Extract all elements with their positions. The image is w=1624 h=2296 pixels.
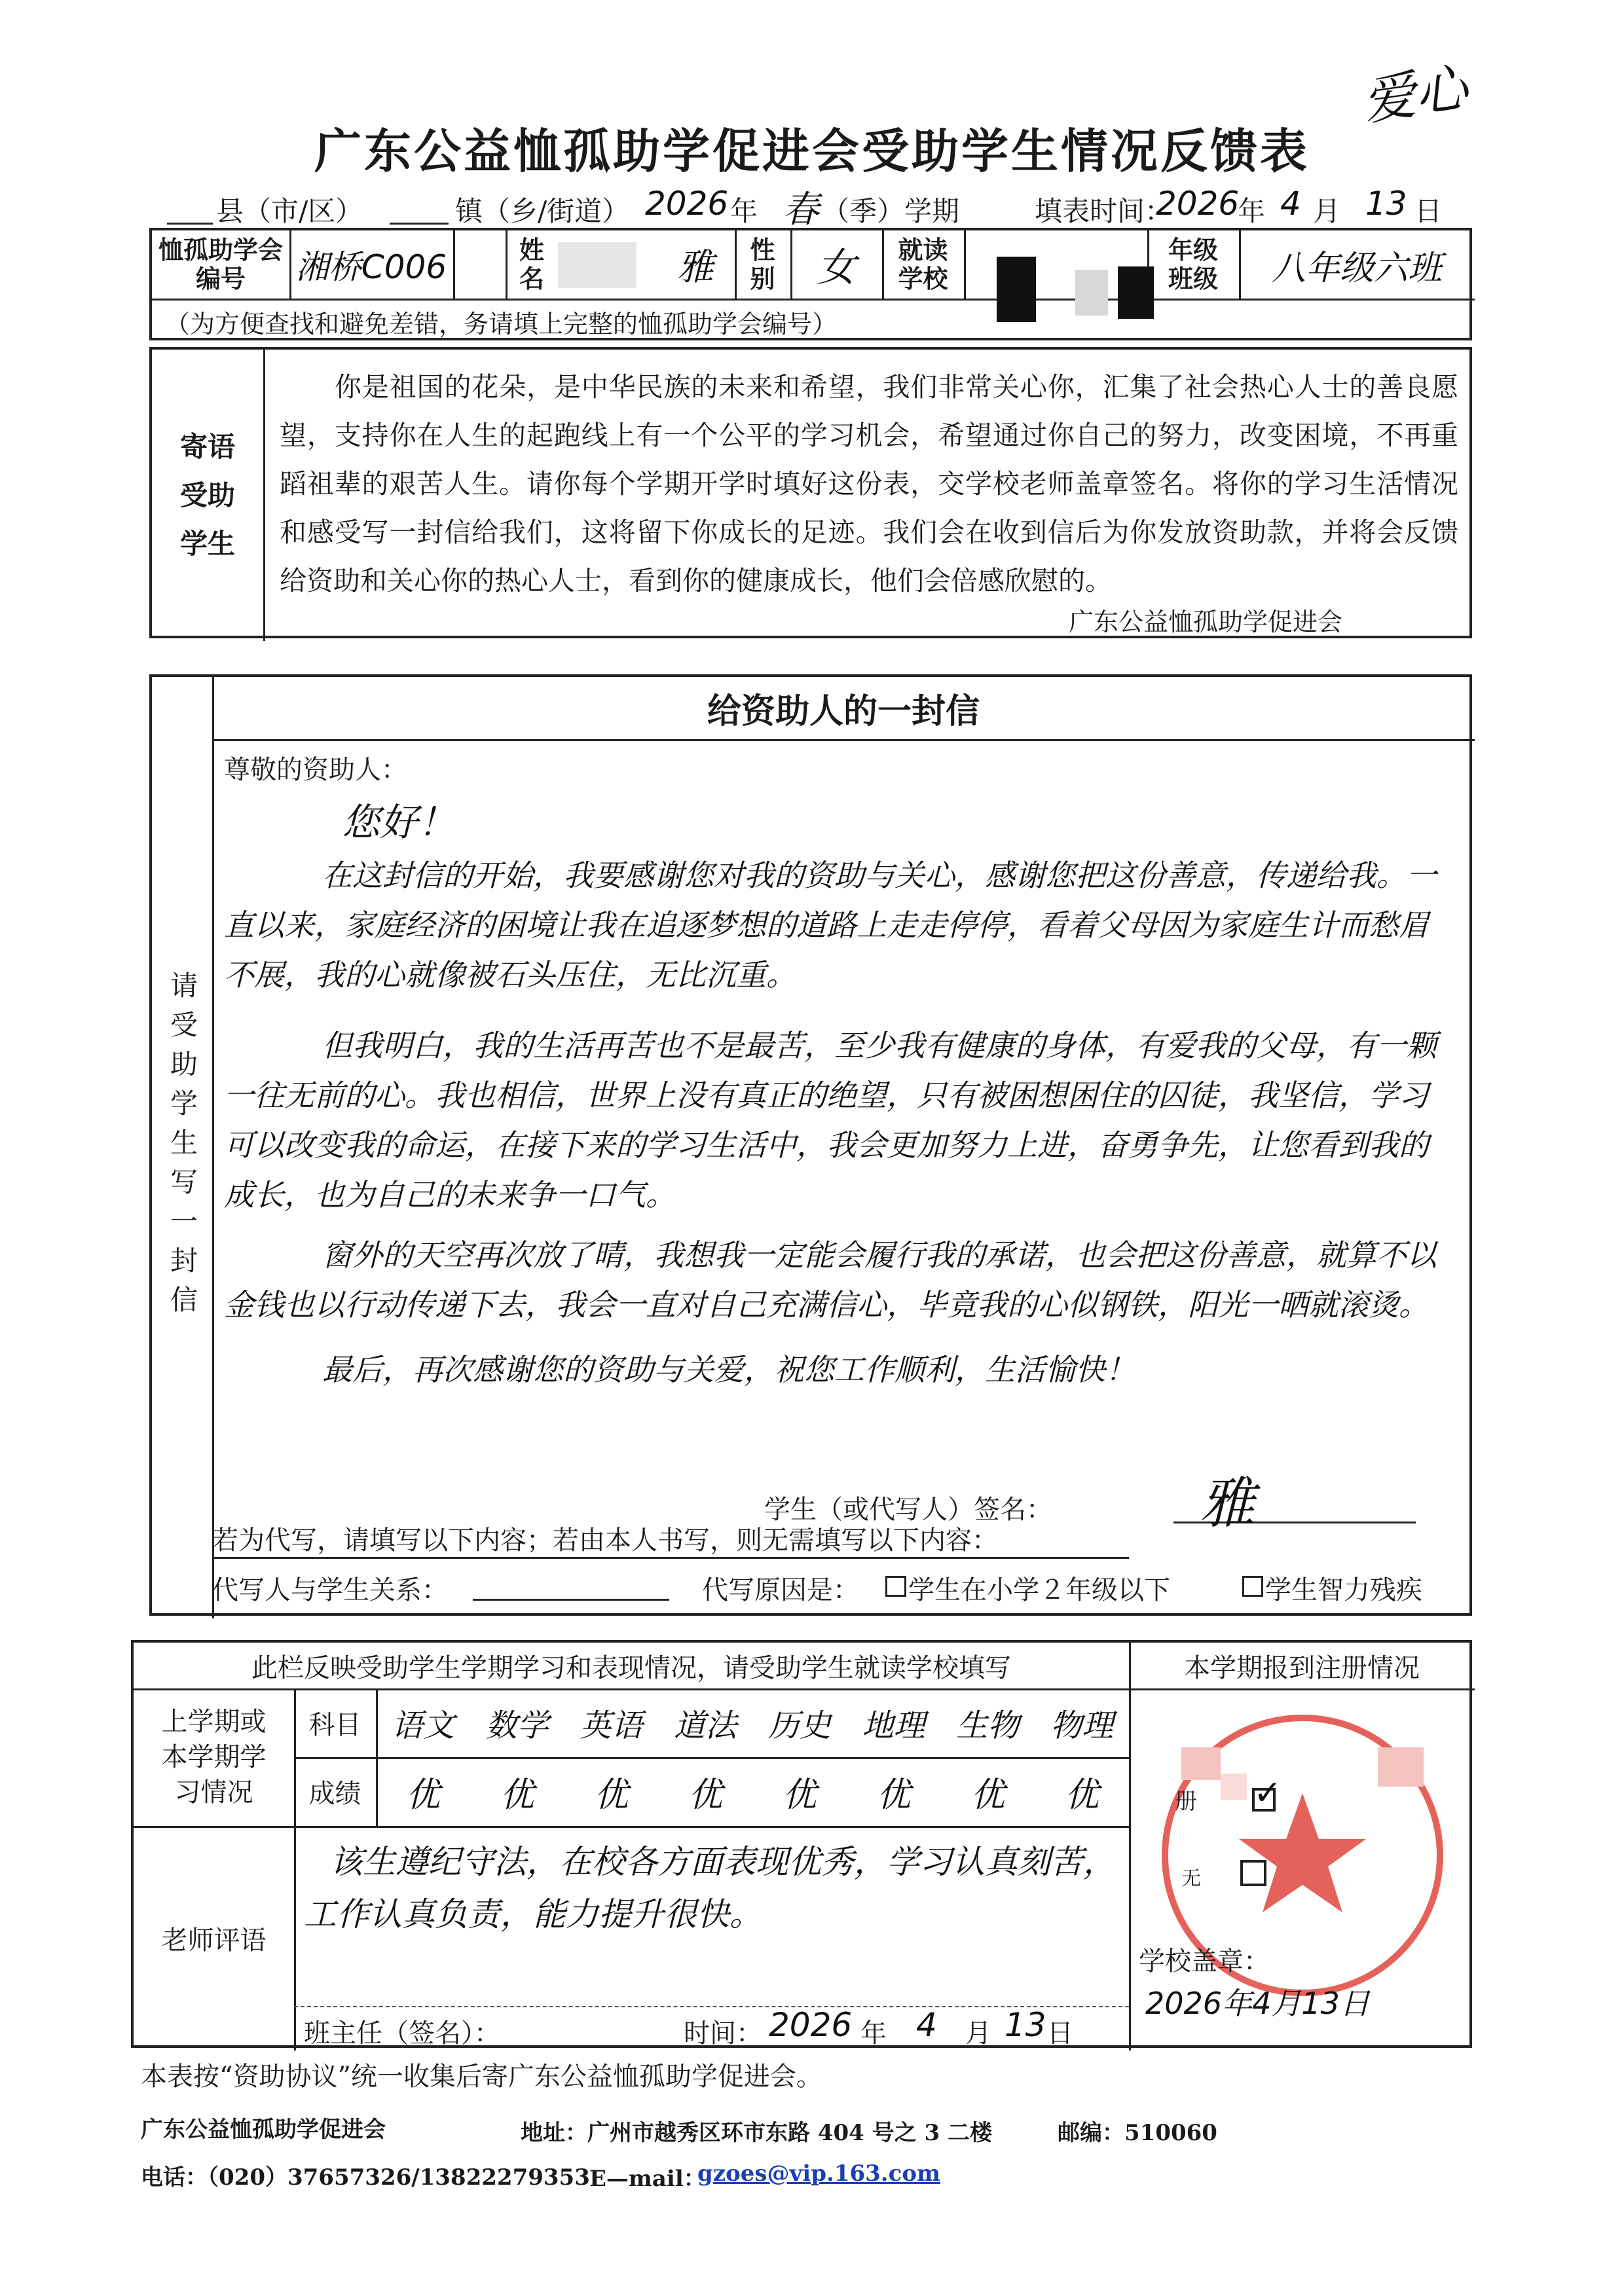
subject-cell[interactable]: 数学	[485, 1707, 549, 1744]
reason-checkbox-1[interactable]	[885, 1576, 906, 1597]
comment-label: 老师评语	[161, 1925, 267, 1956]
corner-note: 爱心	[1359, 57, 1471, 132]
letter-box	[149, 674, 1472, 1616]
gender-label: 性别	[750, 235, 775, 293]
letter-reason-label: 代写原因是：	[702, 1575, 859, 1605]
code-label: 恤孤助学会编号	[158, 235, 283, 293]
message-signature: 广东公益恤孤助学促进会	[1069, 608, 1343, 636]
score-cell[interactable]: 优	[1065, 1776, 1099, 1815]
year-value[interactable]: 2026	[645, 185, 729, 223]
score-label: 成绩	[308, 1779, 361, 1809]
letter-salutation: 尊敬的资助人：	[224, 755, 407, 785]
fill-year-label: 年	[1238, 195, 1266, 227]
message-side-label: 寄语受助学生	[180, 430, 236, 560]
town-line[interactable]	[390, 223, 449, 225]
reg-option-2-label: 无	[1181, 1867, 1201, 1890]
subject-cell[interactable]: 地理	[862, 1707, 925, 1744]
letter-greeting[interactable]: 您好！	[342, 800, 456, 845]
reason-option-2: 学生智力残疾	[1265, 1575, 1422, 1605]
page-title: 广东公益恤孤助学促进会受助学生情况反馈表	[314, 123, 1310, 179]
town-label: 镇（乡/街道）	[455, 195, 630, 227]
code-value[interactable]: 湘桥C006	[295, 248, 447, 286]
year-label: 年	[730, 195, 758, 227]
info-table	[149, 228, 1472, 340]
teacher-sign-label: 班主任（签名）：	[304, 2018, 500, 2049]
reg-check-mark: ✓	[1253, 1774, 1282, 1813]
season-value[interactable]: 春	[783, 189, 819, 231]
footer-email-link[interactable]: gzoes@vip.163.com	[697, 2160, 940, 2187]
reg-option-1-label: 册	[1175, 1789, 1197, 1815]
season-label: （季）学期	[822, 195, 960, 227]
letter-proxy-note: 若为代写，请填写以下内容；若由本人书写，则无需填写以下内容：	[212, 1520, 1129, 1559]
county-line[interactable]	[167, 223, 213, 225]
subject-cell[interactable]: 语文	[391, 1707, 454, 1744]
message-box	[149, 347, 1472, 638]
letter-paragraph-2[interactable]: 但我明白，我的生活再苦也不是最苦，至少我有健康的身体，有爱我的父母，有一颗一往无前的心。我也相信，世界上没有真正的绝望，只有被困想困住的囚徒，我坚信，学习可以改变我的命运，在接下来的学习生活中，我会更加努力上进，奋勇争先，让您看到我的成长，也为自己的未来争一口气。	[224, 1028, 1437, 1212]
time-year[interactable]: 2026	[769, 2006, 853, 2044]
name-label: 姓名	[519, 235, 544, 293]
fill-month[interactable]: 4	[1280, 185, 1301, 223]
time-day-label: 日	[1047, 2018, 1073, 2049]
stamp-label: 学校盖章：	[1139, 1946, 1270, 1977]
school-table	[131, 1640, 1472, 2048]
footer-note: 本表按“资助协议”统一收集后寄广东公益恤孤助学促进会。	[141, 2062, 822, 2092]
score-cell[interactable]: 优	[688, 1776, 723, 1815]
school-redaction-2	[1075, 270, 1108, 316]
grade-value[interactable]: 八年级六班	[1271, 248, 1442, 288]
stamp-date[interactable]: 2026年4月13日	[1145, 1986, 1370, 2021]
fill-date-label: 填表时间：	[1035, 195, 1173, 227]
letter-sign-label: 学生（或代写人）签名：	[764, 1495, 1052, 1525]
reason-checkbox-2[interactable]	[1242, 1576, 1263, 1597]
score-cell[interactable]: 优	[782, 1776, 817, 1815]
letter-sign-value[interactable]: 雅	[1200, 1471, 1255, 1535]
letter-paragraph-3[interactable]: 窗外的天空再次放了晴，我想我一定能会履行我的承诺，也会把这份善意，就算不以金钱也以行动传递下去，我会一直对自己充满信心，毕竟我的心似钢铁，阳光一晒就滚烫。	[224, 1237, 1437, 1322]
score-cell[interactable]: 优	[970, 1776, 1005, 1815]
subject-cell[interactable]: 历史	[767, 1707, 831, 1744]
school-header: 此栏反映受助学生学期学习和表现情况，请受助学生就读学校填写	[251, 1652, 1011, 1683]
footer-email-label: E—mail：	[589, 2166, 706, 2192]
grade-label: 年级班级	[1168, 235, 1218, 293]
fill-year[interactable]: 2026	[1156, 185, 1240, 223]
reason-option-1: 学生在小学２年级以下	[908, 1575, 1170, 1605]
gender-value[interactable]: 女	[817, 245, 856, 291]
score-cell[interactable]: 优	[594, 1776, 629, 1815]
school-label: 就读学校	[898, 235, 948, 293]
period-label: 上学期或本学期学习情况	[161, 1707, 267, 1808]
footer-postcode: 邮编：510060	[1058, 2120, 1217, 2146]
fill-month-label: 月	[1313, 195, 1341, 227]
name-redaction	[558, 242, 637, 288]
time-year-label: 年	[860, 2018, 887, 2049]
score-cell[interactable]: 优	[500, 1776, 534, 1815]
letter-relation-line[interactable]	[473, 1599, 669, 1601]
subject-cell[interactable]: 物理	[1050, 1707, 1114, 1744]
time-month-label: 月	[965, 2018, 991, 2049]
registration-header: 本学期报到注册情况	[1184, 1652, 1420, 1683]
subject-cell[interactable]: 道法	[674, 1707, 737, 1744]
subject-cell[interactable]: 英语	[580, 1707, 643, 1744]
time-month[interactable]: 4	[916, 2006, 937, 2044]
county-label: 县（市/区）	[216, 195, 363, 227]
footer-phone: 电话：（020）37657326/13822279353	[141, 2164, 590, 2191]
letter-relation-label: 代写人与学生关系：	[212, 1575, 448, 1605]
teacher-comment[interactable]: 该生遵纪守法，在校各方面表现优秀，学习认真刻苦，工作认真负责，能力提升很快。	[304, 1843, 1116, 1933]
letter-heading: 给资助人的一封信	[707, 691, 980, 731]
info-note: （为方便查找和避免差错，务请填上完整的恤孤助学会编号）	[165, 310, 838, 338]
footer-address: 地址：广州市越秀区环市东路 404 号之 3 二楼	[521, 2120, 992, 2146]
subject-row	[376, 1688, 1129, 1757]
reg-checkbox-2[interactable]	[1240, 1860, 1266, 1886]
letter-paragraph-4[interactable]: 最后，再次感谢您的资助与关爱，祝您工作顺利，生活愉快！	[322, 1352, 1135, 1387]
fill-day[interactable]: 13	[1365, 185, 1407, 223]
score-cell[interactable]: 优	[405, 1776, 440, 1815]
subject-label: 科目	[308, 1710, 361, 1740]
footer-org: 广东公益恤孤助学促进会	[141, 2117, 386, 2143]
name-value[interactable]: 雅	[677, 246, 714, 289]
letter-side-label: 请受助学生写一封信	[166, 971, 198, 1324]
score-row	[376, 1757, 1129, 1826]
message-text: 你是祖国的花朵，是中华民族的未来和希望，我们非常关心你，汇集了社会热心人士的善良愿望，支持你在人生的起跑线上有一个公平的学习机会，希望通过你自己的努力，改变困境，不再重蹈祖辈的艰苦人生。请你每个学期开学时填好这份表，交学校老师盖章签名。将你的学习生活情况和感受写一封信给我们，这将留下你成长的足迹。我们会在收到信后为你发放资助款，并将会反馈给资助和关心你的热心人士，看到你的健康成长，他们会倍感欣慰的。	[280, 371, 1458, 596]
letter-paragraph-1[interactable]: 在这封信的开始，我要感谢您对我的资助与关心，感谢您把这份善意，传递给我。一直以来，家庭经济的困境让我在追逐梦想的道路上走走停停，看着父母因为家庭生计而愁眉不展，我的心就像被石头压住，无比沉重。	[224, 858, 1437, 993]
subject-cell[interactable]: 生物	[956, 1707, 1020, 1744]
fill-day-label: 日	[1414, 195, 1443, 227]
school-redaction	[997, 257, 1036, 322]
time-label: 时间：	[684, 2018, 762, 2049]
time-day[interactable]: 13	[1005, 2006, 1046, 2044]
score-cell[interactable]: 优	[876, 1776, 911, 1815]
